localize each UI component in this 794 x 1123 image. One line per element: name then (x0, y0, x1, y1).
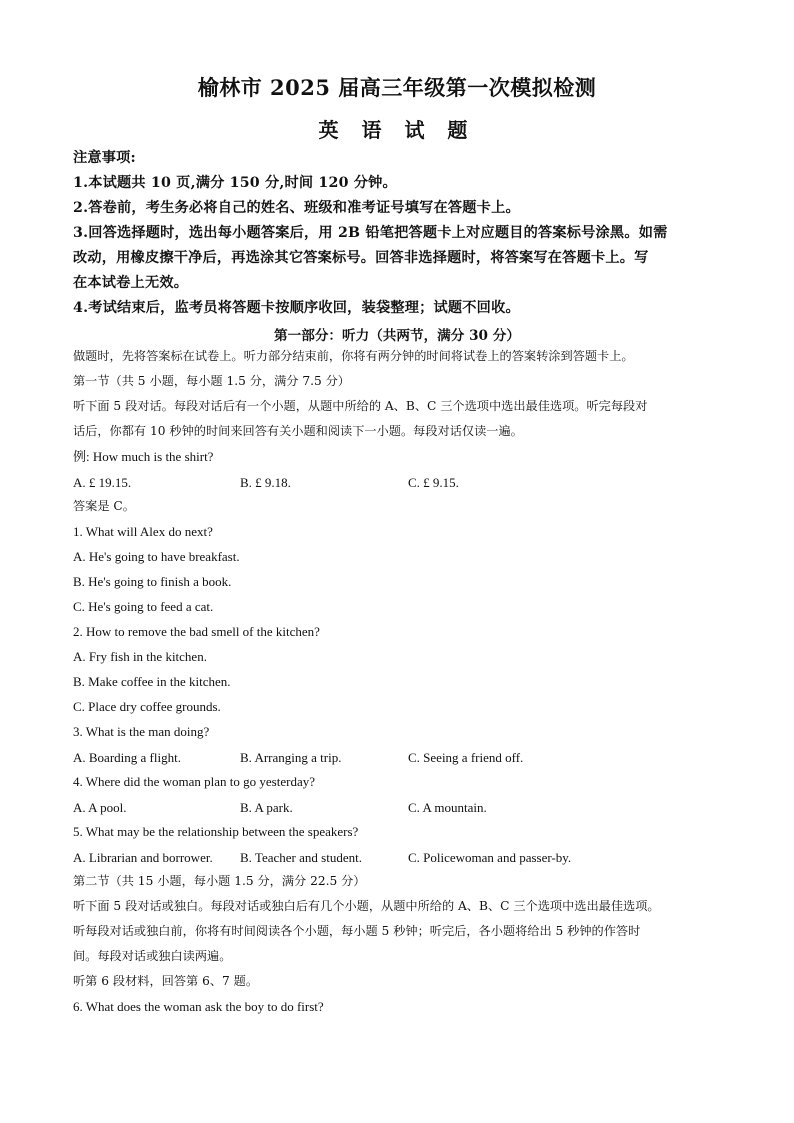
section2-instruction-line-2: 听每段对话或独白前，你将有时间阅读各个小题，每小题 5 秒钟；听完后，各小题将给出 5 秒钟的作答时 (73, 924, 641, 938)
section1-heading: 第一节（共 5 小题，每小题 1.5 分，满分 7.5 分） (73, 374, 350, 388)
example-option-c: C. £ 9.15. (408, 475, 459, 490)
notice-heading: 注意事项: (73, 150, 136, 166)
question-3-option-b: B. Arranging a trip. (240, 750, 342, 765)
question-2-option-b: B. Make coffee in the kitchen. (73, 674, 231, 689)
question-5-option-c: C. Policewoman and passer-by. (408, 850, 572, 865)
example-option-b: B. £ 9.18. (240, 475, 291, 490)
question-4-option-c: C. A mountain. (408, 800, 487, 815)
question-4: 4. Where did the woman plan to go yesterday? (73, 774, 315, 789)
section1-instruction-line-1: 听下面 5 段对话。每段对话后有一个小题，从题中所给的 A、B、C 三个选项中选出最佳选项。听完每段对 (73, 399, 648, 413)
material-6-label: 听第 6 段材料，回答第 6、7 题。 (73, 974, 259, 988)
question-5-option-b: B. Teacher and student. (240, 850, 362, 865)
notice-item-1: 1.本试题共 10 页,满分 150 分,时间 120 分钟。 (73, 175, 397, 191)
notice-item-3-line-2: 改动，用橡皮擦干净后，再选涂其它答案标号。回答非选择题时，将答案写在答题卡上。写 (73, 250, 649, 266)
part1-heading: 第一部分：听力（共两节，满分 30 分） (274, 328, 520, 344)
question-2-option-c: C. Place dry coffee grounds. (73, 699, 221, 714)
notice-item-2: 2.答卷前，考生务必将自己的姓名、班级和准考证号填写在答题卡上。 (73, 200, 520, 216)
notice-item-4: 4.考试结束后，监考员将答题卡按顺序收回，装袋整理；试题不回收。 (73, 300, 520, 316)
example-options (73, 475, 733, 491)
question-1-option-a: A. He's going to have breakfast. (73, 549, 240, 564)
notice-item-3-line-1: 3.回答选择题时，选出每小题答案后，用 2B 铅笔把答题卡上对应题目的答案标号涂黑。如需 (73, 225, 668, 241)
question-2-option-a: A. Fry fish in the kitchen. (73, 649, 207, 664)
question-3: 3. What is the man doing? (73, 724, 210, 739)
example-question: 例: How much is the shirt? (73, 449, 214, 464)
section2-heading: 第二节（共 15 小题，每小题 1.5 分，满分 22.5 分） (73, 874, 366, 888)
question-2: 2. How to remove the bad smell of the kitchen? (73, 624, 320, 639)
section2-instruction-line-3: 间。每段对话或独白读两遍。 (73, 949, 232, 963)
question-1: 1. What will Alex do next? (73, 524, 213, 539)
question-6: 6. What does the woman ask the boy to do first? (73, 999, 324, 1014)
section1-instruction-line-2: 话后，你都有 10 秒钟的时间来回答有关小题和阅读下一小题。每段对话仅读一遍。 (73, 424, 523, 438)
question-3-option-c: C. Seeing a friend off. (408, 750, 524, 765)
section2-instruction-line-1: 听下面 5 段对话或独白。每段对话或独白后有几个小题，从题中所给的 A、B、C 三个选项中选出最佳选项。 (73, 899, 660, 913)
question-5-option-a: A. Librarian and borrower. (73, 850, 213, 865)
question-4-options (73, 800, 733, 816)
exam-subtitle: 英 语 试 题 (318, 118, 476, 142)
question-5: 5. What may be the relationship between the speakers? (73, 824, 359, 839)
question-5-options (73, 850, 733, 866)
question-4-option-a: A. A pool. (73, 800, 127, 815)
question-4-option-b: B. A park. (240, 800, 293, 815)
question-3-option-a: A. Boarding a flight. (73, 750, 181, 765)
example-option-a: A. £ 19.15. (73, 475, 132, 490)
example-answer: 答案是 C。 (73, 499, 135, 513)
part1-intro: 做题时，先将答案标在试卷上。听力部分结束前，你将有两分钟的时间将试卷上的答案转涂到答题卡上。 (73, 349, 634, 363)
question-1-option-c: C. He's going to feed a cat. (73, 599, 214, 614)
question-3-options (73, 750, 733, 766)
question-1-option-b: B. He's going to finish a book. (73, 574, 232, 589)
notice-item-3-line-3: 在本试卷上无效。 (73, 275, 189, 291)
exam-title: 榆林市 2025 届高三年级第一次模拟检测 (197, 75, 597, 100)
